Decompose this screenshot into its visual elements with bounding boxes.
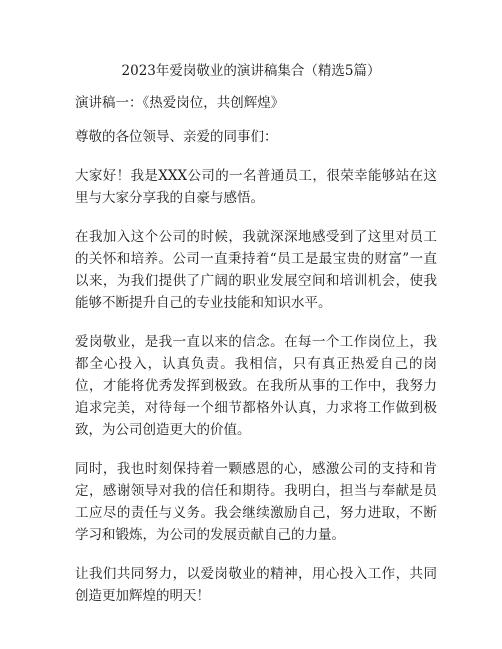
speech-subtitle: 演讲稿一：《热爱岗位，共创辉煌》 xyxy=(75,95,285,111)
document-body xyxy=(75,92,437,624)
body-paragraph-2: 在我加入这个公司的时候，我就深深地感受到了这里对员工的关怀和培养。公司一直秉持着“员工是最宝贵的财富”一直以来，为我们提供了广阔的职业发展空间和培训机会，使我能够不断提升自己的专业技能和知识水平。 xyxy=(75,229,437,311)
body-paragraph-1: 大家好！我是XXX公司的一名普通员工，很荣幸能够站在这里与大家分享我的自豪与感悟。 xyxy=(75,168,437,206)
document-title: 2023年爱岗敬业的演讲稿集合（精选5篇） xyxy=(121,63,381,79)
body-paragraph-4: 同时，我也时刻保持着一颗感恩的心，感激公司的支持和肯定，感谢领导对我的信任和期待。我明白，担当与奉献是员工应尽的责任与义务。我会继续激励自己，努力进取，不断学习和锻炼，为公司的发展贡献自己的力量。 xyxy=(75,461,437,543)
closing-paragraph: 让我们共同努力，以爱岗敬业的精神，用心投入工作，共同创造更加辉煌的明天！ xyxy=(75,566,437,604)
body-paragraph-3: 爱岗敬业，是我一直以来的信念。在每一个工作岗位上，我都全心投入，认真负责。我相信，只有真正热爱自己的岗位，才能将优秀发挥到极致。在我所从事的工作中，我努力追求完美，对待每一个细节都格外认真，力求将工作做到极致，为公司创造更大的价值。 xyxy=(75,334,437,438)
salutation-paragraph: 尊敬的各位领导、亲爱的同事们： xyxy=(75,129,278,145)
